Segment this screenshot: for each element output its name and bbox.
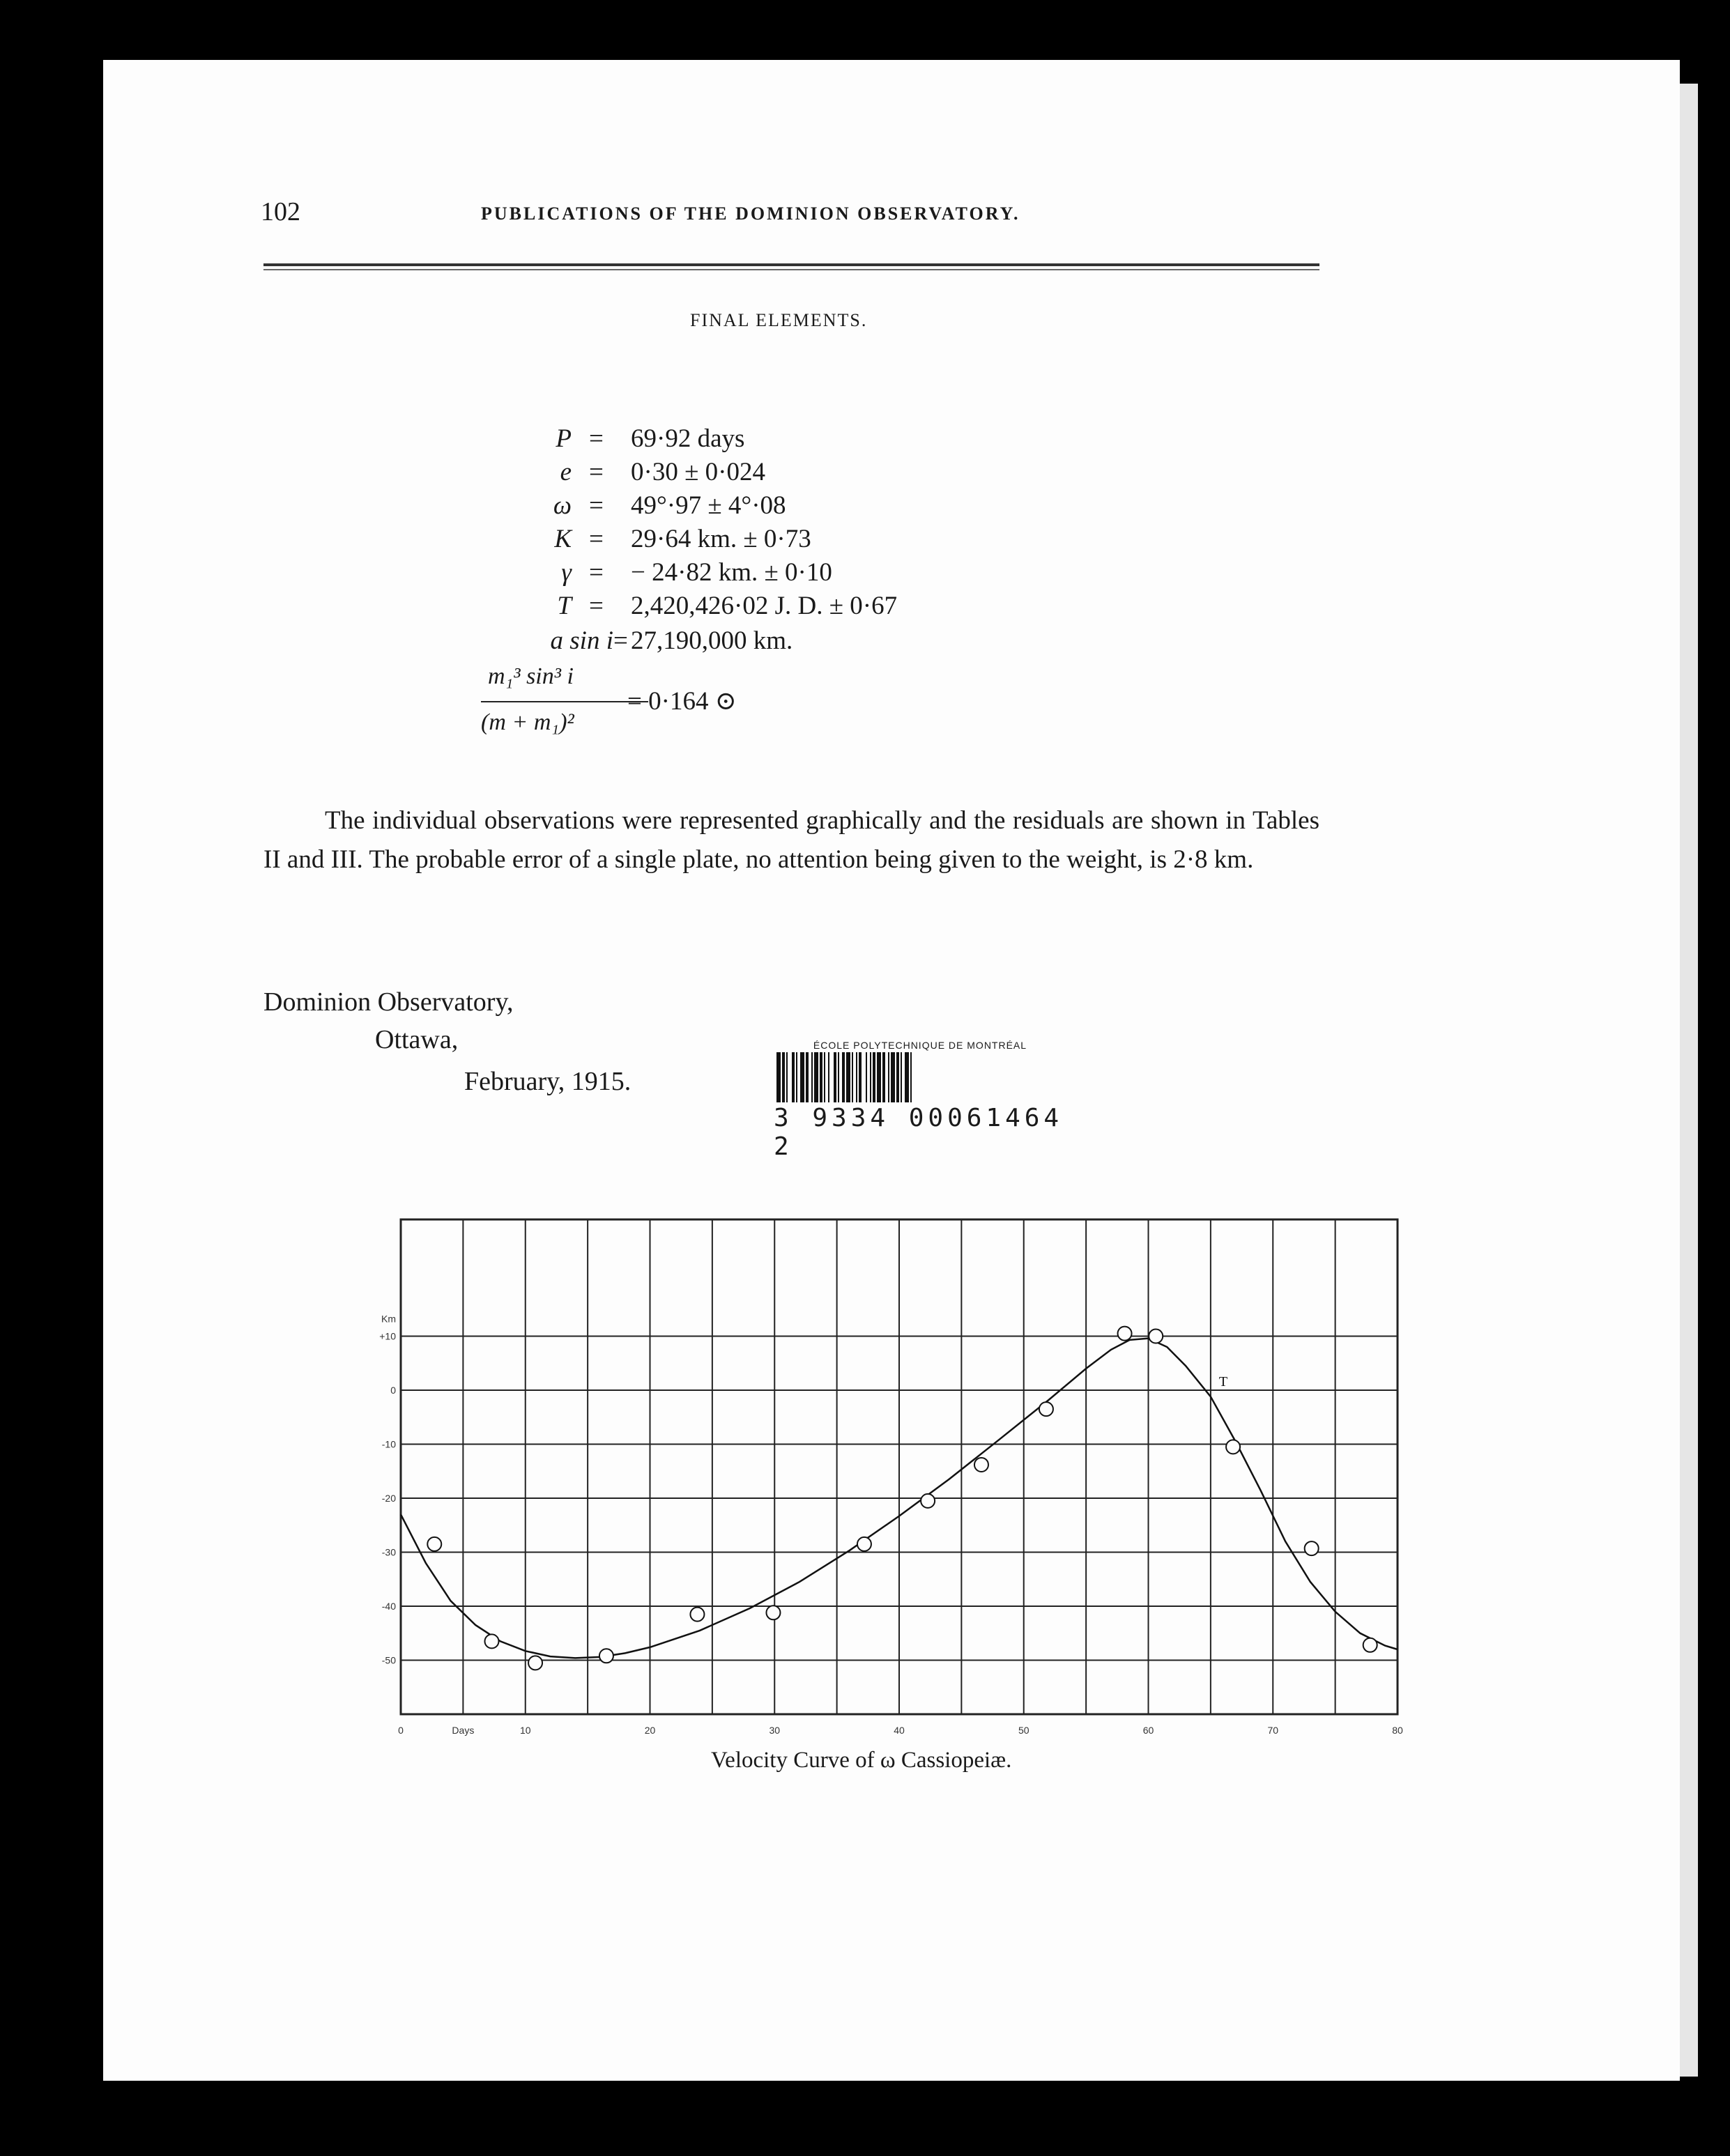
mass-function-numerator: m₁³ sin³ i	[488, 663, 574, 689]
header-rule	[263, 263, 1319, 266]
barcode-bar	[782, 1052, 785, 1102]
signature-city: Ottawa,	[375, 1025, 459, 1054]
observation-point	[1118, 1327, 1132, 1341]
barcode-bar	[873, 1052, 875, 1102]
y-tick-label: -20	[381, 1493, 396, 1504]
annotation-label: T	[1218, 1374, 1228, 1389]
barcode-bar	[882, 1052, 885, 1102]
x-tick-label: 0	[398, 1725, 404, 1736]
observation-point	[766, 1606, 780, 1619]
barcode-bar	[905, 1052, 909, 1102]
barcode-bar	[866, 1052, 867, 1102]
barcode-bar	[901, 1052, 902, 1102]
element-value: 27,190,000 km.	[631, 626, 793, 655]
barcode-bar	[877, 1052, 881, 1102]
barcode-bar	[896, 1052, 899, 1102]
observation-point	[690, 1608, 704, 1622]
element-equals: =	[589, 424, 604, 453]
barcode-bar	[842, 1052, 845, 1102]
element-equals: =	[589, 592, 604, 620]
barcode-bar	[856, 1052, 857, 1102]
library-barcode	[774, 1040, 1066, 1161]
barcode-bar	[910, 1052, 912, 1102]
signature-date: February, 1915.	[464, 1067, 631, 1096]
element-symbol: a sin i	[550, 626, 613, 655]
barcode-bar	[828, 1052, 829, 1102]
barcode-bar	[834, 1052, 836, 1102]
element-symbol: T	[557, 592, 572, 620]
observation-point	[974, 1458, 988, 1472]
x-tick-label: 20	[644, 1725, 656, 1736]
element-equals: =	[589, 458, 604, 486]
fraction-bar	[481, 701, 648, 702]
body-paragraph: The individual observations were represented graphically and the residuals are shown in Tables II and III. The probable error of a single plate, no attention being given to the weight, is 2·8 km.	[263, 806, 1319, 874]
mass-function-value: = 0·164 ⊙	[627, 687, 737, 716]
running-title: PUBLICATIONS OF THE DOMINION OBSERVATORY.	[481, 203, 1020, 224]
barcode-bar	[870, 1052, 871, 1102]
element-value: 49°·97 ± 4°·08	[631, 491, 786, 520]
observation-point	[1226, 1440, 1240, 1454]
y-tick-label: -50	[381, 1654, 396, 1666]
element-symbol: K	[554, 525, 572, 553]
signature-institution: Dominion Observatory,	[263, 987, 514, 1017]
header-rule-thin	[263, 269, 1319, 270]
barcode-bar	[806, 1052, 809, 1102]
barcode-label: ÉCOLE POLYTECHNIQUE DE MONTRÉAL	[813, 1040, 1027, 1051]
barcode-bar	[811, 1052, 813, 1102]
barcode-bar	[820, 1052, 822, 1102]
observation-point	[921, 1494, 935, 1508]
barcode-bar	[814, 1052, 818, 1102]
barcode-bar	[786, 1052, 788, 1102]
page-edge	[1680, 84, 1698, 2077]
element-value: 2,420,426·02 J. D. ± 0·67	[631, 592, 898, 620]
barcode-bar	[796, 1052, 797, 1102]
barcode-bar	[859, 1052, 862, 1102]
y-tick-label: -10	[381, 1438, 396, 1450]
x-tick-label: 10	[519, 1725, 531, 1736]
y-tick-label: -40	[381, 1601, 396, 1612]
barcode-bar	[776, 1052, 781, 1102]
element-symbol: P	[556, 424, 572, 453]
barcode-bars	[776, 1052, 1062, 1102]
observation-point	[427, 1537, 441, 1551]
element-value: 29·64 km. ± 0·73	[631, 525, 811, 553]
observation-point	[1039, 1402, 1053, 1416]
observation-point	[1363, 1638, 1377, 1652]
x-tick-label: 60	[1142, 1725, 1154, 1736]
y-axis-label: Km	[381, 1313, 396, 1325]
barcode-bar	[792, 1052, 795, 1102]
y-tick-label: +10	[379, 1330, 396, 1342]
barcode-bar	[838, 1052, 839, 1102]
x-tick-label: 80	[1392, 1725, 1403, 1736]
observation-point	[1305, 1541, 1319, 1555]
x-axis-label: Days	[452, 1725, 475, 1736]
barcode-number: 3 9334 00061464 2	[774, 1104, 1064, 1161]
x-tick-label: 50	[1018, 1725, 1029, 1736]
barcode-bar	[846, 1052, 850, 1102]
observation-point	[484, 1634, 498, 1648]
y-tick-label: -30	[381, 1546, 396, 1558]
y-tick-label: 0	[390, 1385, 396, 1396]
x-tick-label: 30	[769, 1725, 781, 1736]
barcode-bar	[852, 1052, 853, 1102]
observation-point	[857, 1537, 871, 1551]
element-value: − 24·82 km. ± 0·10	[631, 558, 832, 587]
x-tick-label: 40	[894, 1725, 905, 1736]
velocity-chart	[369, 1212, 1429, 1742]
observation-point	[1149, 1330, 1163, 1343]
observation-point	[528, 1656, 542, 1670]
barcode-bar	[824, 1052, 825, 1102]
x-tick-label: 70	[1267, 1725, 1279, 1736]
page-number: 102	[261, 197, 300, 226]
observation-point	[599, 1649, 613, 1663]
barcode-bar	[800, 1052, 804, 1102]
element-equals: =	[589, 491, 604, 520]
mass-function-denominator: (m + m₁)²	[481, 709, 574, 735]
section-title: FINAL ELEMENTS.	[690, 310, 868, 330]
element-symbol: ω	[553, 491, 572, 520]
element-symbol: γ	[561, 558, 572, 587]
element-symbol: e	[560, 458, 572, 486]
barcode-bar	[888, 1052, 889, 1102]
barcode-bar	[891, 1052, 895, 1102]
element-equals: =	[589, 558, 604, 587]
element-value: 0·30 ± 0·024	[631, 458, 765, 486]
element-equals: =	[589, 525, 604, 553]
element-value: 69·92 days	[631, 424, 745, 453]
figure-caption: Velocity Curve of ω Cassiopeiæ.	[711, 1748, 1012, 1773]
element-equals: =	[613, 626, 628, 655]
